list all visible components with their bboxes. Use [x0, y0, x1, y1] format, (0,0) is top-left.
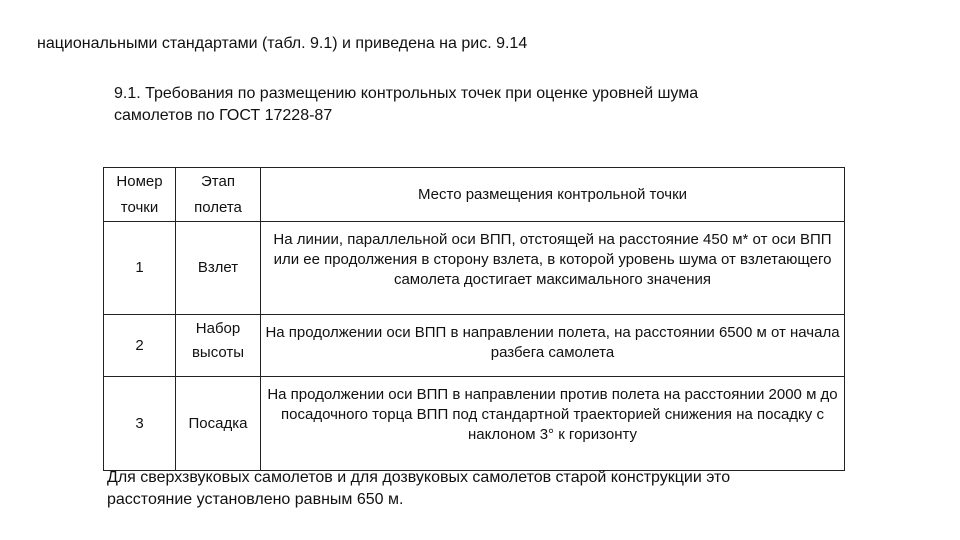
- table-header-row: [104, 168, 845, 222]
- requirements-table: [103, 167, 845, 471]
- caption-line-2: самолетов по ГОСТ 17228-87: [114, 107, 333, 124]
- cell-flight-stage: Взлет: [176, 222, 261, 315]
- cell-point-number: 1: [104, 222, 176, 315]
- table-caption: [114, 83, 814, 127]
- footnote-line-2: расстояние установлено равным 650 м.: [107, 491, 404, 508]
- header-point-number: Номер точки: [104, 168, 176, 222]
- caption-line-1: 9.1. Требования по размещению контрольных точек при оценке уровней шума: [114, 85, 699, 102]
- cell-point-number: 3: [104, 377, 176, 471]
- cell-flight-stage: Посадка: [176, 377, 261, 471]
- cell-location: На продолжении оси ВПП в направлении полета, на расстоянии 6500 м от начала разбега самолета: [261, 315, 845, 377]
- table-row: [104, 315, 845, 377]
- cell-location: На продолжении оси ВПП в направлении против полета на расстоянии 2000 м до посадочного торца ВПП под стандартной траекторией снижения на посадку с наклоном 3° к горизонту: [261, 377, 845, 471]
- header-flight-stage: Этап полета: [176, 168, 261, 222]
- footnote-text: [107, 467, 867, 511]
- header-location: Место размещения контрольной точки: [261, 168, 845, 222]
- intro-text: национальными стандартами (табл. 9.1) и приведена на рис. 9.14: [37, 35, 528, 52]
- cell-point-number: 2: [104, 315, 176, 377]
- table-row: [104, 222, 845, 315]
- cell-flight-stage: Набор высоты: [176, 315, 261, 377]
- table-row: [104, 377, 845, 471]
- cell-location: На линии, параллельной оси ВПП, отстоящей на расстояние 450 м* от оси ВПП или ее продолжения в сторону взлета, в которой уровень шума от взлетающего самолета достигает максимального значения: [261, 222, 845, 315]
- footnote-line-1: Для сверхзвуковых самолетов и для дозвуковых самолетов старой конструкции это: [107, 469, 731, 486]
